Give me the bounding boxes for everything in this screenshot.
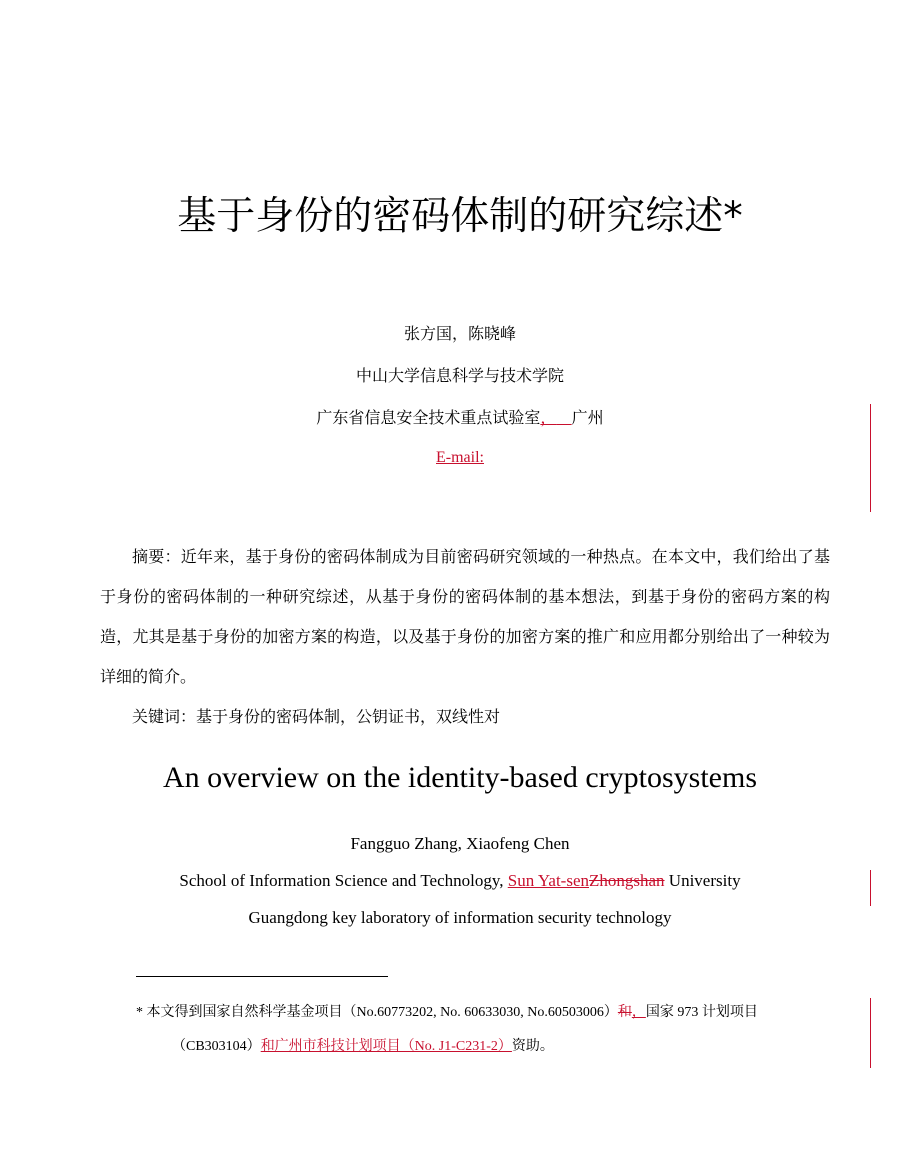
affiliation-en: [0, 869, 920, 893]
footnote-l1-inserted: ，: [631, 1005, 646, 1020]
lab-city-cn: 广州: [571, 408, 604, 427]
keywords-cn: 关键词：基于身份的密码体制，公钥证书，双线性对: [132, 707, 501, 726]
inserted-space: [556, 408, 571, 427]
paper-title-en: An overview on the identity-based cryptosystems: [162, 761, 758, 794]
revision-change-bar: [870, 998, 871, 1068]
abstract-text: 摘要：近年来，基于身份的密码体制成为目前密码研究领域的一种热点。在本文中，我们给出了基于身份的密码体制的一种研究综述，从基于身份的密码体制的基本想法，到基于身份的密码方案的构造，尤其是基于身份的加密方案的构造，以及基于身份的加密方案的推广和应用都分别给出了一种较为详细的简介。: [100, 547, 830, 686]
footnote-separator: [136, 976, 388, 977]
authors-en: Fangguo Zhang, Xiaofeng Chen: [350, 834, 570, 853]
footnote-l2-prefix: （CB303104）: [172, 1039, 261, 1054]
abstract-cn: [100, 537, 830, 697]
footnote-l2-inserted: 和广州市科技计划项目（No. J1-C231-2）: [260, 1039, 512, 1054]
authors-cn: 张方国，陈晓峰: [403, 324, 516, 343]
footnote-line-2: [136, 1030, 836, 1064]
lab-cn: [0, 406, 920, 430]
email-line: [0, 446, 920, 470]
affiliation-en-suffix: University: [668, 871, 741, 890]
footnote-line-1: [136, 996, 836, 1030]
affiliation-cn: 中山大学信息科学与技术学院: [355, 366, 564, 385]
revision-change-bar: [870, 404, 871, 512]
lab-name-cn: 广东省信息安全技术重点试验室: [316, 408, 541, 427]
paper-title-cn: 基于身份的密码体制的研究综述*: [177, 194, 743, 239]
affiliation-en-deleted: Zhongshan: [589, 871, 665, 890]
footnote-l1-suffix: 国家 973 计划项目: [645, 1005, 758, 1020]
lab-en: Guangdong key laboratory of information security technology: [248, 908, 672, 927]
affiliation-en-inserted: Sun Yat-sen: [507, 871, 589, 890]
affiliation-en-prefix: School of Information Science and Technology,: [179, 871, 504, 890]
footnote-l1-deleted: 和: [617, 1005, 632, 1020]
inserted-comma: ，: [540, 408, 557, 427]
revision-change-bar: [870, 870, 871, 906]
footnote: [136, 996, 836, 1064]
footnote-l1-prefix: * 本文得到国家自然科学基金项目（No.60773202, No. 60633030, No.60503006）: [136, 1005, 618, 1020]
email-label[interactable]: E-mail:: [436, 449, 484, 466]
footnote-l2-suffix: 资助。: [511, 1039, 554, 1054]
